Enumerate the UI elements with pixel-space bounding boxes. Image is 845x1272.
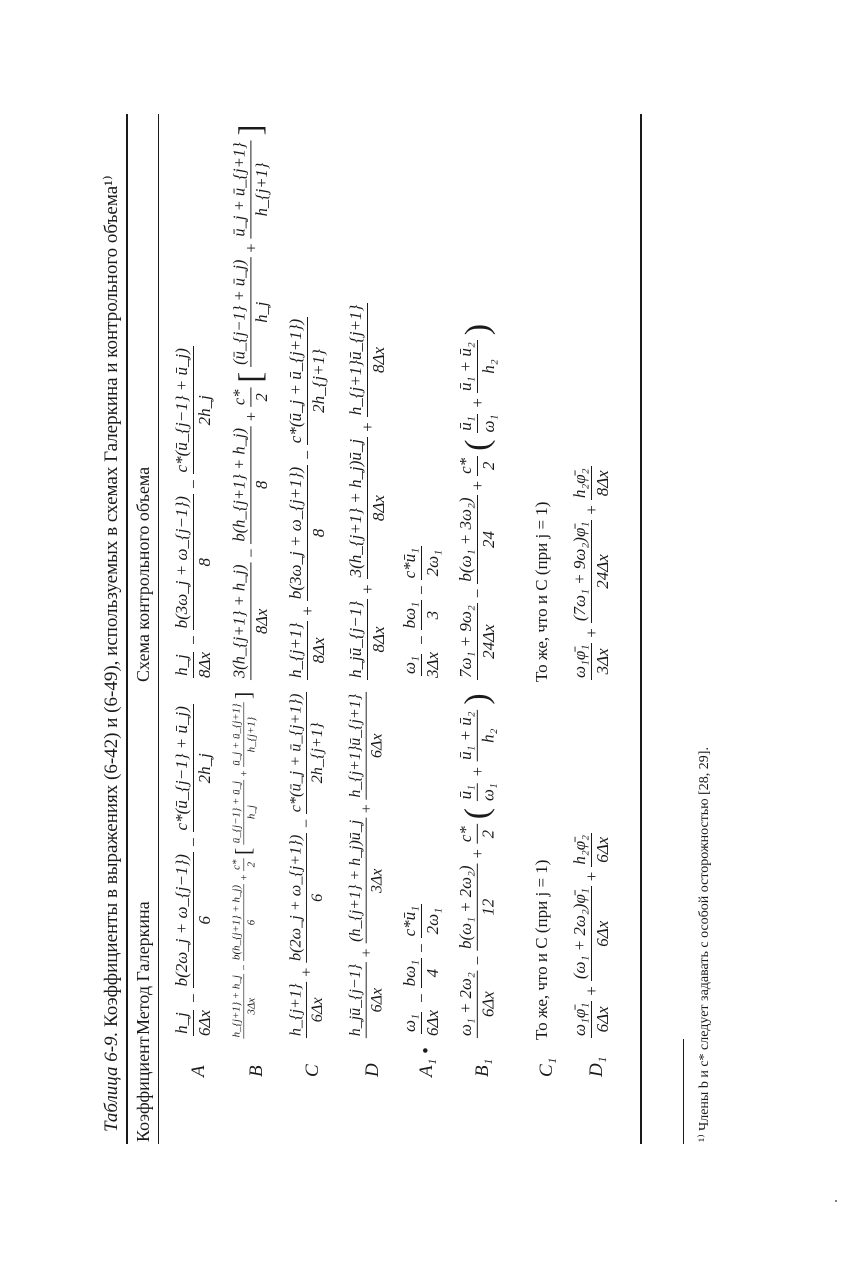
operator: + bbox=[467, 480, 487, 491]
fraction-denominator: 6Δx bbox=[593, 920, 612, 947]
fraction bbox=[400, 650, 443, 680]
fraction bbox=[400, 958, 443, 988]
row-label: C₁ bbox=[536, 1057, 557, 1077]
fraction-denominator: 24Δx bbox=[479, 624, 498, 659]
operator: + bbox=[581, 871, 601, 882]
fraction-denominator: 2 bbox=[478, 829, 498, 839]
fraction-denominator: h_j bbox=[244, 805, 257, 820]
fraction bbox=[346, 692, 386, 800]
fraction-denominator: 6Δx bbox=[478, 991, 498, 1018]
fraction-denominator: h₂ bbox=[478, 728, 498, 743]
caption-text: Коэффициенты в выражениях (6-42) и (6-49), используемых в схемах Галеркина и контрольного объема¹⁾ bbox=[101, 175, 122, 1027]
fraction bbox=[456, 710, 499, 762]
fraction-denominator: 8Δx bbox=[369, 626, 388, 653]
fraction-denominator: 4 bbox=[423, 968, 442, 978]
operator: ) bbox=[458, 323, 496, 336]
fraction-denominator: 12 bbox=[478, 898, 498, 916]
fraction-numerator: ū₁ bbox=[456, 783, 478, 801]
fraction-numerator: b(h_{j+1} + h_j) bbox=[230, 426, 251, 543]
control-volume-cell bbox=[570, 464, 613, 682]
fraction bbox=[400, 1008, 443, 1038]
operator: + bbox=[357, 584, 377, 594]
fraction bbox=[230, 780, 258, 845]
fraction-denominator: ω₁ bbox=[479, 414, 498, 433]
fraction bbox=[456, 970, 499, 1038]
header-rule bbox=[158, 114, 159, 1144]
fraction-denominator: 8Δx bbox=[309, 637, 328, 664]
fraction-numerator: c* bbox=[456, 456, 478, 476]
fraction-numerator: (7ω₁ + 9ω₂)φ̄₁ bbox=[570, 520, 592, 623]
fraction-denominator: 3Δx bbox=[367, 868, 386, 894]
fraction bbox=[570, 466, 613, 500]
fraction-denominator: 6 bbox=[195, 915, 214, 925]
control-volume-cell: То же, что и C (при j = 1) bbox=[532, 501, 551, 682]
fraction-denominator: 24Δx bbox=[593, 554, 612, 589]
footnote: ¹⁾ Члены b и c* следует задавать с особой осторожностью [28, 29]. bbox=[697, 747, 712, 1142]
galerkin-cell bbox=[570, 831, 613, 1040]
fraction-denominator: 2h_j bbox=[195, 395, 214, 426]
operator: + bbox=[296, 967, 316, 977]
fraction-numerator: bω₁ bbox=[400, 958, 422, 988]
operator: − bbox=[467, 955, 487, 966]
fraction-numerator: c*(ū_j + ū_{j+1}) bbox=[286, 317, 308, 445]
galerkin-cell bbox=[346, 690, 386, 1040]
operator: + bbox=[241, 243, 260, 253]
fraction-denominator: 3Δx bbox=[244, 997, 257, 1015]
fraction-numerator: h_j bbox=[172, 1010, 194, 1036]
fraction-denominator: h_{j+1} bbox=[252, 162, 271, 217]
fraction-numerator: c* bbox=[456, 824, 478, 844]
fraction-numerator: (h_{j+1} + h_j)ū_j bbox=[346, 818, 367, 944]
fraction-numerator: ū₁ bbox=[456, 414, 478, 432]
operator: − bbox=[183, 993, 203, 1003]
fraction-numerator: b(3ω_j + ω_{j−1}) bbox=[172, 494, 194, 630]
fraction bbox=[346, 818, 386, 944]
fraction-denominator: 2ω₁ bbox=[423, 907, 442, 935]
fraction-denominator: 6Δx bbox=[593, 1006, 612, 1033]
fraction-numerator: h_{j+1}ū_{j+1} bbox=[346, 303, 368, 418]
row-label: B bbox=[246, 1065, 267, 1077]
galerkin-cell bbox=[400, 902, 443, 1040]
fraction bbox=[286, 465, 329, 601]
fraction bbox=[570, 886, 613, 981]
control-volume-cell bbox=[172, 344, 215, 682]
fraction bbox=[400, 600, 443, 630]
fraction bbox=[400, 904, 443, 938]
fraction-numerator: ū_j + ū_{j+1} bbox=[230, 140, 251, 238]
fraction bbox=[286, 982, 327, 1039]
row-label: B₁ bbox=[472, 1058, 493, 1077]
fraction bbox=[456, 456, 499, 476]
header-control-volume: Схема контрольного объема bbox=[133, 466, 153, 682]
fraction bbox=[286, 621, 329, 680]
fraction bbox=[230, 884, 258, 962]
operator: + bbox=[241, 411, 260, 422]
fraction-numerator: 3(h_{j+1} + h_j)ū_j bbox=[346, 437, 368, 580]
fraction bbox=[456, 863, 499, 950]
fraction-numerator: h_{j+1} bbox=[286, 982, 307, 1039]
fraction bbox=[230, 426, 272, 543]
fraction-numerator: ω₁ + 2ω₂ bbox=[456, 970, 478, 1038]
fraction bbox=[230, 140, 272, 238]
fraction-numerator: (ω₁ + 2ω₂)φ̄₁ bbox=[570, 886, 592, 981]
operator: + bbox=[467, 397, 487, 408]
operator: + bbox=[581, 628, 601, 638]
scan-speck bbox=[835, 1200, 837, 1202]
fraction-numerator: b(2ω_j + ω_{j−1}) bbox=[172, 852, 194, 988]
operator: − bbox=[411, 585, 431, 595]
galerkin-cell bbox=[286, 690, 327, 1040]
fraction-numerator: c* bbox=[230, 388, 251, 407]
fraction bbox=[230, 388, 272, 407]
fraction-numerator: b(2ω_j + ω_{j+1}) bbox=[286, 833, 307, 963]
fraction-denominator: 2ω₁ bbox=[423, 549, 442, 577]
fraction-denominator: 8Δx bbox=[593, 470, 612, 497]
fraction-numerator: ū_j + ū_{j+1} bbox=[230, 703, 243, 766]
fraction-denominator: h₂ bbox=[479, 359, 498, 374]
operator: − bbox=[183, 479, 203, 490]
fraction-numerator: b(3ω_j + ω_{j+1}) bbox=[286, 465, 308, 601]
operator: + bbox=[357, 422, 377, 432]
fraction-denominator: h_j bbox=[252, 301, 271, 323]
fraction-numerator: ū₁ + ū₂ bbox=[456, 340, 478, 393]
operator: − bbox=[183, 635, 203, 645]
fraction-numerator: ū₁ + ū₂ bbox=[456, 710, 478, 762]
fraction-numerator: c*ū₁ bbox=[400, 546, 422, 580]
operator: + bbox=[356, 804, 375, 814]
operator: + bbox=[581, 505, 601, 515]
fraction-numerator: ω₁ bbox=[400, 1012, 422, 1034]
operator: − bbox=[467, 588, 487, 599]
fraction bbox=[456, 603, 499, 680]
fraction-denominator: 6Δx bbox=[367, 733, 386, 759]
fraction-numerator: ω₁φ̄₁ bbox=[570, 643, 592, 680]
row-label: A₁ • bbox=[416, 1047, 437, 1077]
operator: ( bbox=[458, 807, 496, 820]
fraction-denominator: 3 bbox=[423, 610, 442, 620]
fraction-denominator: 6Δx bbox=[593, 836, 612, 863]
operator: + bbox=[581, 986, 601, 996]
top-rule bbox=[126, 114, 128, 1144]
fraction bbox=[400, 546, 443, 580]
caption-label: Таблица 6-9. bbox=[101, 1031, 122, 1132]
fraction bbox=[570, 1001, 613, 1038]
fraction-denominator: 6Δx bbox=[195, 1009, 214, 1036]
fraction-numerator: h_jū_{j−1} bbox=[346, 599, 368, 680]
fraction bbox=[570, 520, 613, 623]
fraction-denominator: 8 bbox=[252, 480, 271, 489]
operator: ) bbox=[458, 693, 496, 705]
operator: − bbox=[237, 964, 250, 971]
fraction-denominator: 2h_{j+1} bbox=[309, 349, 328, 413]
operator: + bbox=[237, 770, 250, 777]
fraction-denominator: h_{j+1} bbox=[244, 716, 257, 753]
fraction-numerator: c*ū₁ bbox=[400, 904, 422, 938]
fraction-numerator: h_jū_{j−1} bbox=[346, 962, 367, 1038]
fraction bbox=[172, 852, 215, 988]
row-label: A bbox=[188, 1065, 209, 1077]
fraction bbox=[456, 340, 499, 393]
fraction bbox=[456, 413, 499, 435]
row-label: D₁ bbox=[586, 1056, 607, 1077]
fraction-numerator: bω₁ bbox=[400, 600, 422, 630]
fraction bbox=[172, 650, 215, 680]
header-coefficient: Коэффициент bbox=[133, 1036, 153, 1142]
fraction-numerator: ω₁φ̄₁ bbox=[570, 1001, 592, 1038]
control-volume-cell bbox=[286, 315, 329, 682]
fraction-denominator: 6Δx bbox=[423, 1009, 442, 1036]
operator: [ bbox=[231, 847, 256, 856]
fraction bbox=[456, 781, 499, 803]
fraction bbox=[230, 258, 272, 367]
operator: − bbox=[297, 450, 317, 460]
fraction-denominator: 8 bbox=[309, 528, 328, 538]
fraction bbox=[230, 563, 272, 680]
fraction-numerator: c*(ū_{j−1} + ū_j) bbox=[172, 346, 194, 474]
operator: + bbox=[356, 948, 375, 958]
control-volume-cell bbox=[456, 321, 499, 682]
operator: − bbox=[183, 837, 203, 848]
fraction-numerator: ω₁ bbox=[400, 654, 422, 676]
control-volume-cell bbox=[230, 122, 272, 682]
fraction bbox=[346, 437, 389, 580]
fraction-numerator: c*(ū_{j−1} + ū_j) bbox=[172, 704, 194, 832]
fraction bbox=[570, 833, 613, 867]
galerkin-cell bbox=[230, 690, 258, 1040]
fraction-numerator: h₂φ̄₂ bbox=[570, 833, 592, 867]
bottom-rule bbox=[640, 114, 642, 1144]
fraction-denominator: ω₁ bbox=[478, 783, 498, 802]
fraction bbox=[286, 317, 329, 445]
fraction-numerator: h_{j+1}ū_{j+1} bbox=[346, 692, 367, 800]
fraction-numerator: ū_{j−1} + ū_j bbox=[230, 780, 243, 844]
fraction-denominator: 24 bbox=[479, 531, 498, 549]
footnote-separator bbox=[683, 1039, 684, 1144]
row-label: C bbox=[302, 1064, 323, 1077]
fraction-denominator: 3Δx bbox=[423, 651, 442, 678]
control-volume-cell bbox=[346, 301, 389, 682]
fraction-denominator: 2 bbox=[479, 461, 498, 471]
table-caption bbox=[100, 175, 123, 1132]
operator: ] bbox=[231, 691, 256, 700]
fraction-denominator: 8Δx bbox=[195, 651, 214, 678]
fraction-numerator: h_{j+1} bbox=[286, 621, 308, 680]
fraction-denominator: 8Δx bbox=[252, 608, 271, 634]
fraction bbox=[172, 346, 215, 474]
operator: + bbox=[467, 849, 487, 859]
fraction bbox=[230, 974, 258, 1039]
fraction-denominator: 2 bbox=[252, 393, 271, 402]
fraction-numerator: h_{j+1} + h_j bbox=[230, 975, 243, 1038]
fraction-denominator: 2h_{j+1} bbox=[307, 722, 327, 784]
fraction-denominator: 2h_j bbox=[195, 753, 214, 784]
galerkin-cell bbox=[456, 690, 499, 1040]
fraction-denominator: 8Δx bbox=[369, 346, 388, 373]
fraction bbox=[346, 303, 389, 418]
fraction-numerator: b(h_{j+1} + h_j) bbox=[230, 884, 243, 960]
fraction bbox=[286, 833, 327, 963]
fraction-denominator: 6 bbox=[307, 893, 327, 902]
fraction-denominator: 2 bbox=[244, 861, 257, 868]
fraction bbox=[230, 858, 258, 871]
control-volume-cell bbox=[400, 544, 443, 682]
fraction bbox=[570, 643, 613, 680]
fraction-denominator: 6Δx bbox=[367, 987, 386, 1013]
fraction-numerator: h₂φ̄₂ bbox=[570, 466, 592, 500]
fraction-numerator: 7ω₁ + 9ω₂ bbox=[456, 603, 478, 680]
fraction-denominator: 6Δx bbox=[307, 997, 327, 1023]
operator: − bbox=[411, 993, 431, 1003]
galerkin-cell bbox=[172, 702, 215, 1040]
operator: − bbox=[241, 548, 260, 558]
fraction-numerator: c* bbox=[230, 859, 243, 870]
operator: − bbox=[411, 635, 431, 645]
fraction bbox=[346, 599, 389, 680]
fraction-numerator: c*(ū_j + ū_{j+1}) bbox=[286, 692, 307, 814]
fraction bbox=[456, 495, 499, 583]
fraction bbox=[172, 704, 215, 832]
fraction-numerator: (ū_{j−1} + ū_j) bbox=[230, 258, 251, 367]
fraction-denominator: 8 bbox=[195, 557, 214, 567]
fraction bbox=[456, 824, 499, 844]
operator: + bbox=[467, 766, 487, 777]
header-galerkin: Метод Галеркина bbox=[133, 901, 153, 1035]
operator: + bbox=[237, 874, 250, 881]
fraction-denominator: 6 bbox=[244, 919, 257, 926]
operator: − bbox=[296, 818, 316, 829]
fraction bbox=[172, 494, 215, 630]
fraction-numerator: h_j bbox=[172, 652, 194, 678]
fraction-denominator: 8Δx bbox=[369, 495, 388, 522]
fraction bbox=[346, 962, 386, 1038]
fraction-numerator: b(ω₁ + 3ω₂) bbox=[456, 495, 478, 583]
fraction bbox=[230, 702, 258, 767]
galerkin-cell: То же, что и C (при j = 1) bbox=[532, 859, 551, 1040]
fraction-denominator: 3Δx bbox=[593, 648, 612, 675]
fraction bbox=[172, 1008, 215, 1038]
operator: ] bbox=[232, 124, 269, 136]
operator: [ bbox=[232, 371, 269, 383]
fraction bbox=[286, 692, 327, 814]
row-label: D bbox=[362, 1063, 383, 1077]
fraction-numerator: 3(h_{j+1} + h_j) bbox=[230, 563, 251, 680]
operator: ( bbox=[458, 439, 496, 451]
fraction-numerator: b(ω₁ + 2ω₂) bbox=[456, 863, 478, 950]
operator: − bbox=[411, 943, 431, 953]
operator: + bbox=[297, 606, 317, 616]
